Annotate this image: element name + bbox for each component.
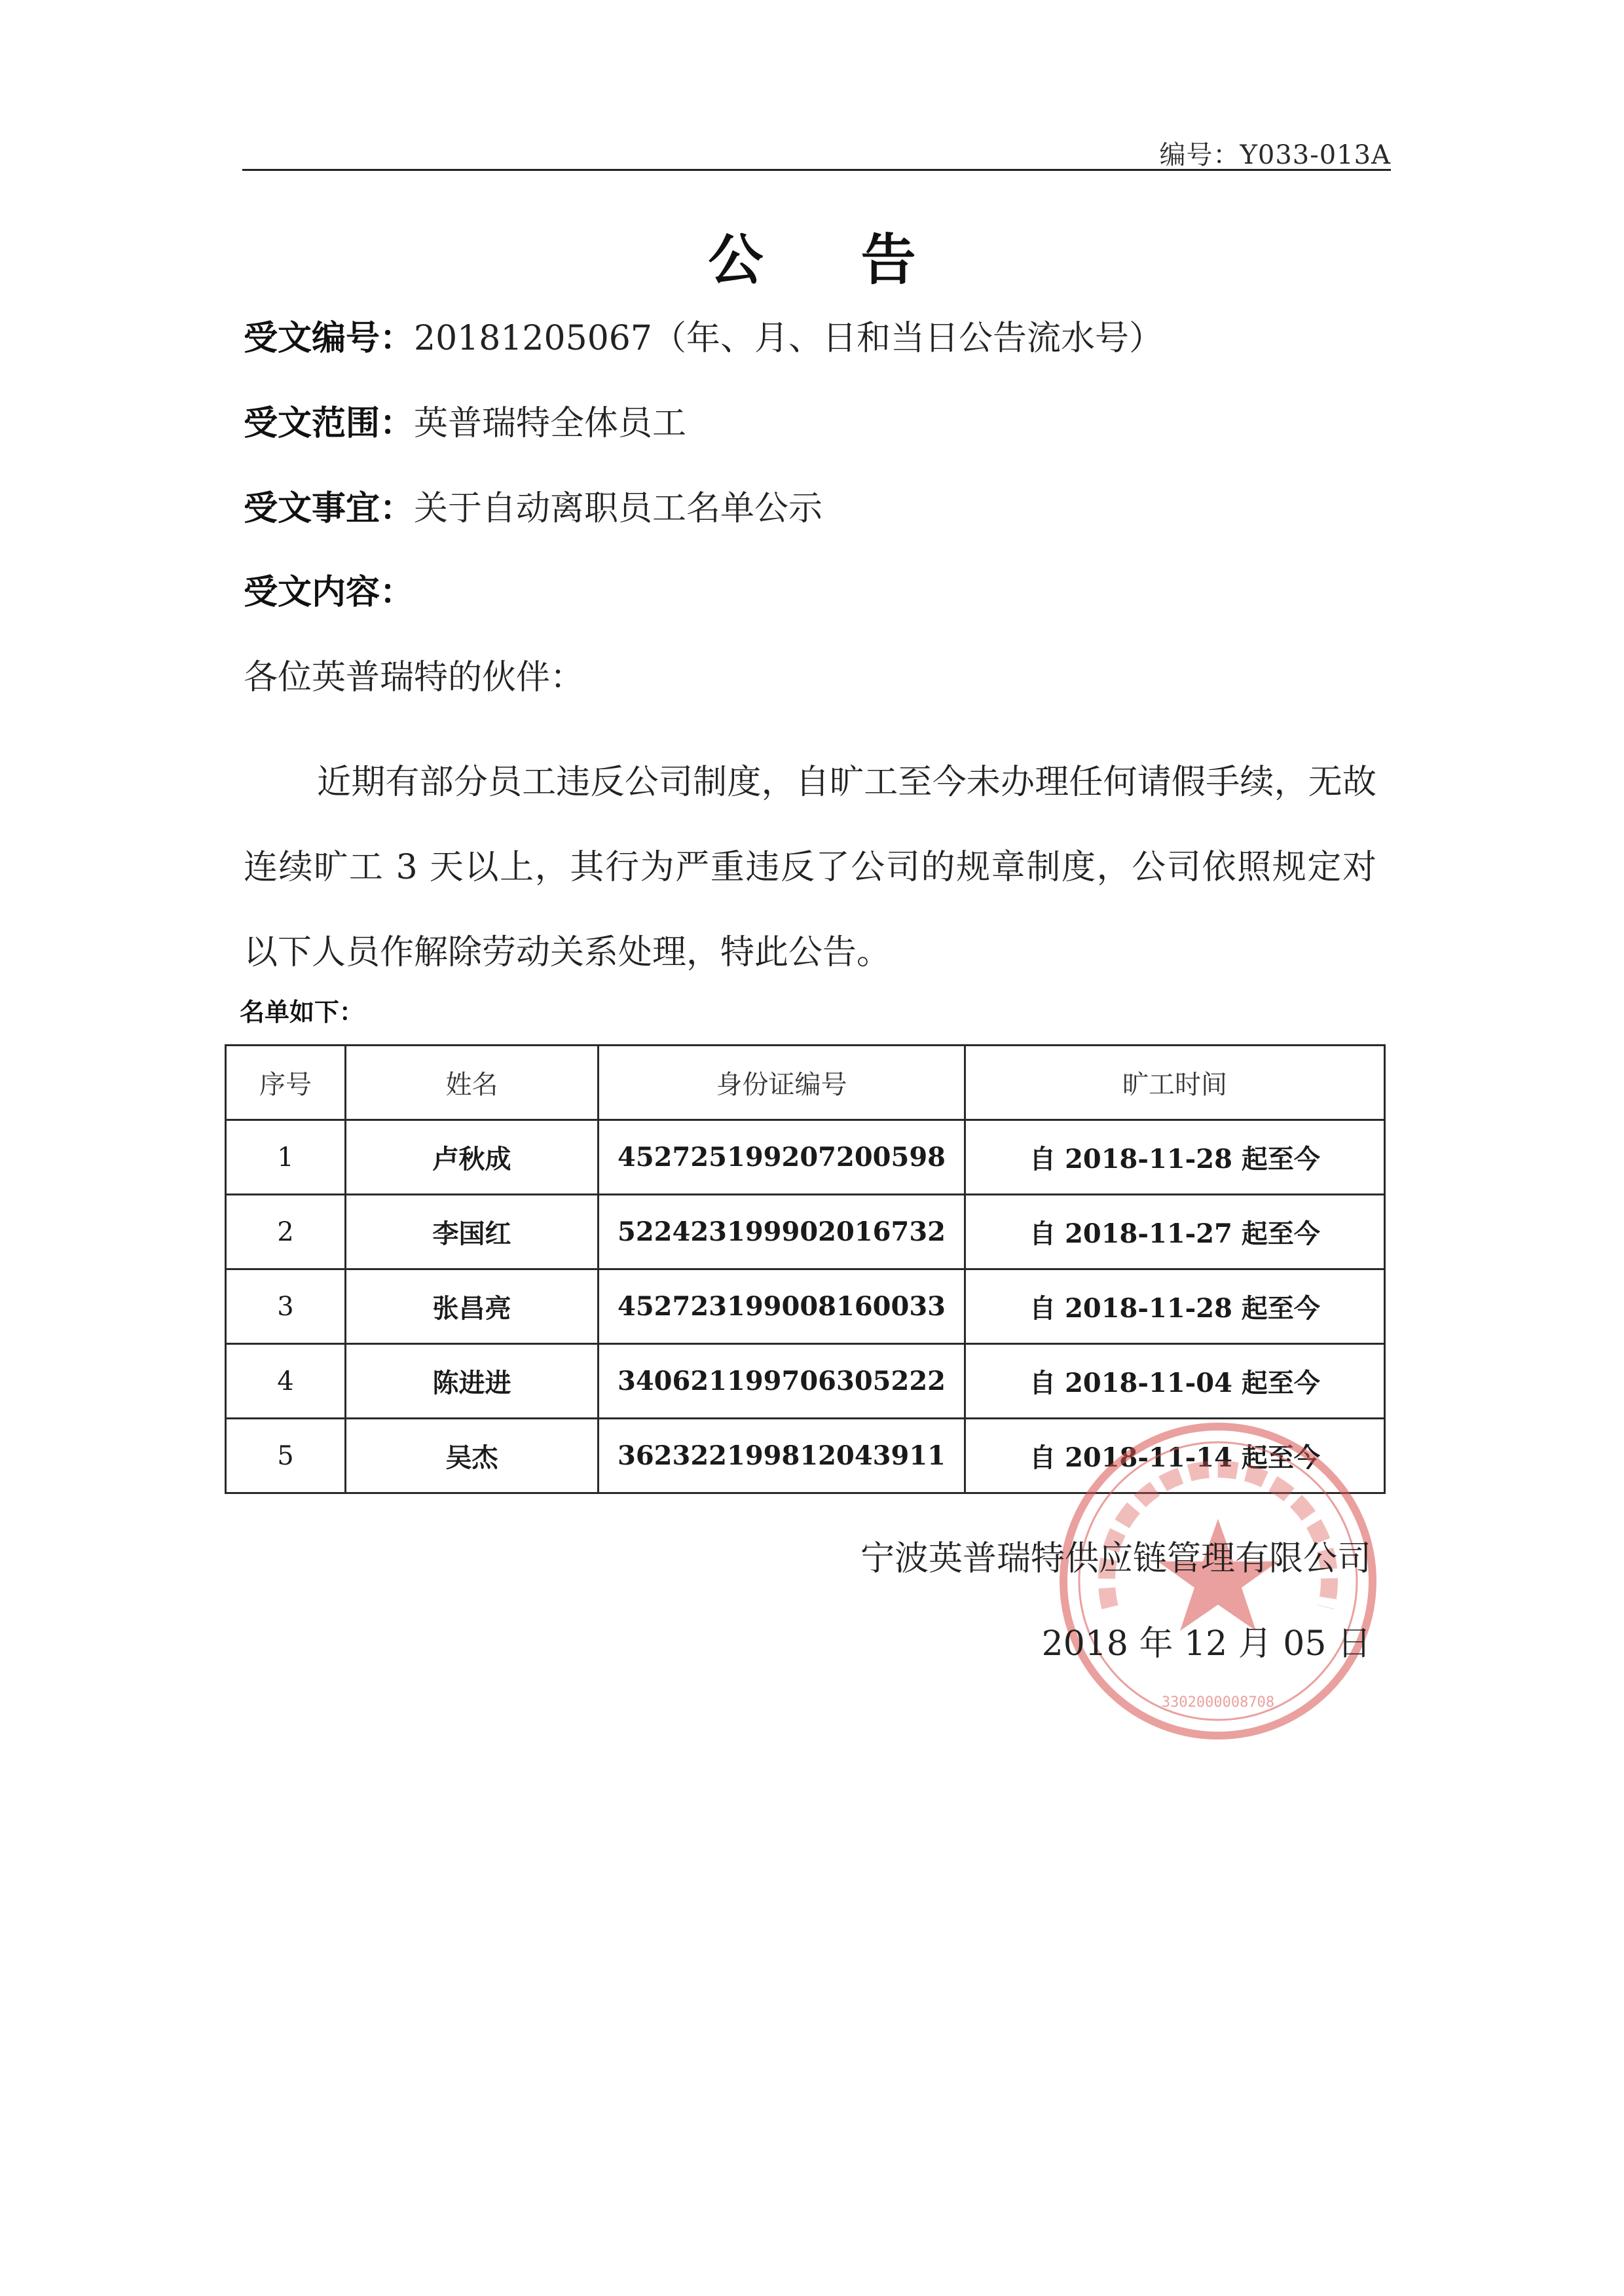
table-row <box>226 1195 1385 1269</box>
header-name: 姓名 <box>346 1046 599 1120</box>
cell-id: 340621199706305222 <box>599 1344 965 1419</box>
table-row <box>226 1269 1385 1344</box>
table-header-row <box>226 1046 1385 1120</box>
cell-seq: 2 <box>226 1195 346 1269</box>
cell-seq: 3 <box>226 1269 346 1344</box>
field-value: 20181205067（年、月、日和当日公告流水号） <box>414 319 1163 358</box>
company-seal-stamp <box>1048 1411 1388 1751</box>
cell-seq: 5 <box>226 1419 346 1493</box>
cell-time: 自 2018-11-28 起至今 <box>965 1120 1385 1195</box>
cell-time: 自 2018-11-27 起至今 <box>965 1195 1385 1269</box>
header-seq: 序号 <box>226 1046 346 1120</box>
cell-name: 张昌亮 <box>346 1269 599 1344</box>
cell-id: 452725199207200598 <box>599 1120 965 1195</box>
cell-name: 吴杰 <box>346 1419 599 1493</box>
issue-date: 2018 年 12 月 05 日 <box>1041 1624 1371 1664</box>
cell-seq: 1 <box>226 1120 346 1195</box>
cell-name: 陈进进 <box>346 1344 599 1419</box>
seal-serial: 3302000008708 <box>1161 1694 1275 1711</box>
field-document-no <box>244 316 1163 361</box>
header-time: 旷工时间 <box>965 1046 1385 1120</box>
table-row <box>226 1344 1385 1419</box>
cell-name: 李国红 <box>346 1195 599 1269</box>
field-content <box>244 570 414 615</box>
field-label: 受文内容： <box>244 573 415 612</box>
field-value: 关于自动离职员工名单公示 <box>414 489 823 528</box>
notice-body: 近期有部分员工违反公司制度，自旷工至今未办理任何请假手续，无故连续旷工 3 天以上，其行为严重违反了公司的规章制度，公司依照规定对以下人员作解除劳动关系处理，特此公告。 <box>244 763 1376 972</box>
company-name: 宁波英普瑞特供应链管理有限公司 <box>860 1539 1371 1578</box>
field-label: 受文事宜： <box>244 489 415 528</box>
table-row <box>226 1120 1385 1195</box>
greeting: 各位英普瑞特的伙伴： <box>244 658 585 697</box>
field-label: 受文编号： <box>244 319 415 358</box>
cell-name: 卢秋成 <box>346 1120 599 1195</box>
cell-time: 自 2018-11-04 起至今 <box>965 1344 1385 1419</box>
cell-id: 362322199812043911 <box>599 1419 965 1493</box>
field-scope <box>244 401 686 446</box>
cell-id: 452723199008160033 <box>599 1269 965 1344</box>
header-divider <box>242 169 1391 171</box>
page-title: 公 告 <box>708 228 955 292</box>
cell-seq: 4 <box>226 1344 346 1419</box>
field-value: 英普瑞特全体员工 <box>414 404 687 443</box>
cell-time: 自 2018-11-28 起至今 <box>965 1269 1385 1344</box>
cell-time: 自 2018-11-14 起至今 <box>965 1419 1385 1493</box>
header-id: 身份证编号 <box>599 1046 965 1120</box>
list-caption: 名单如下： <box>240 998 365 1027</box>
cell-id: 522423199902016732 <box>599 1195 965 1269</box>
field-label: 受文范围： <box>244 404 415 443</box>
field-subject <box>244 486 822 532</box>
document-number: 编号：Y033-013A <box>1159 140 1391 170</box>
